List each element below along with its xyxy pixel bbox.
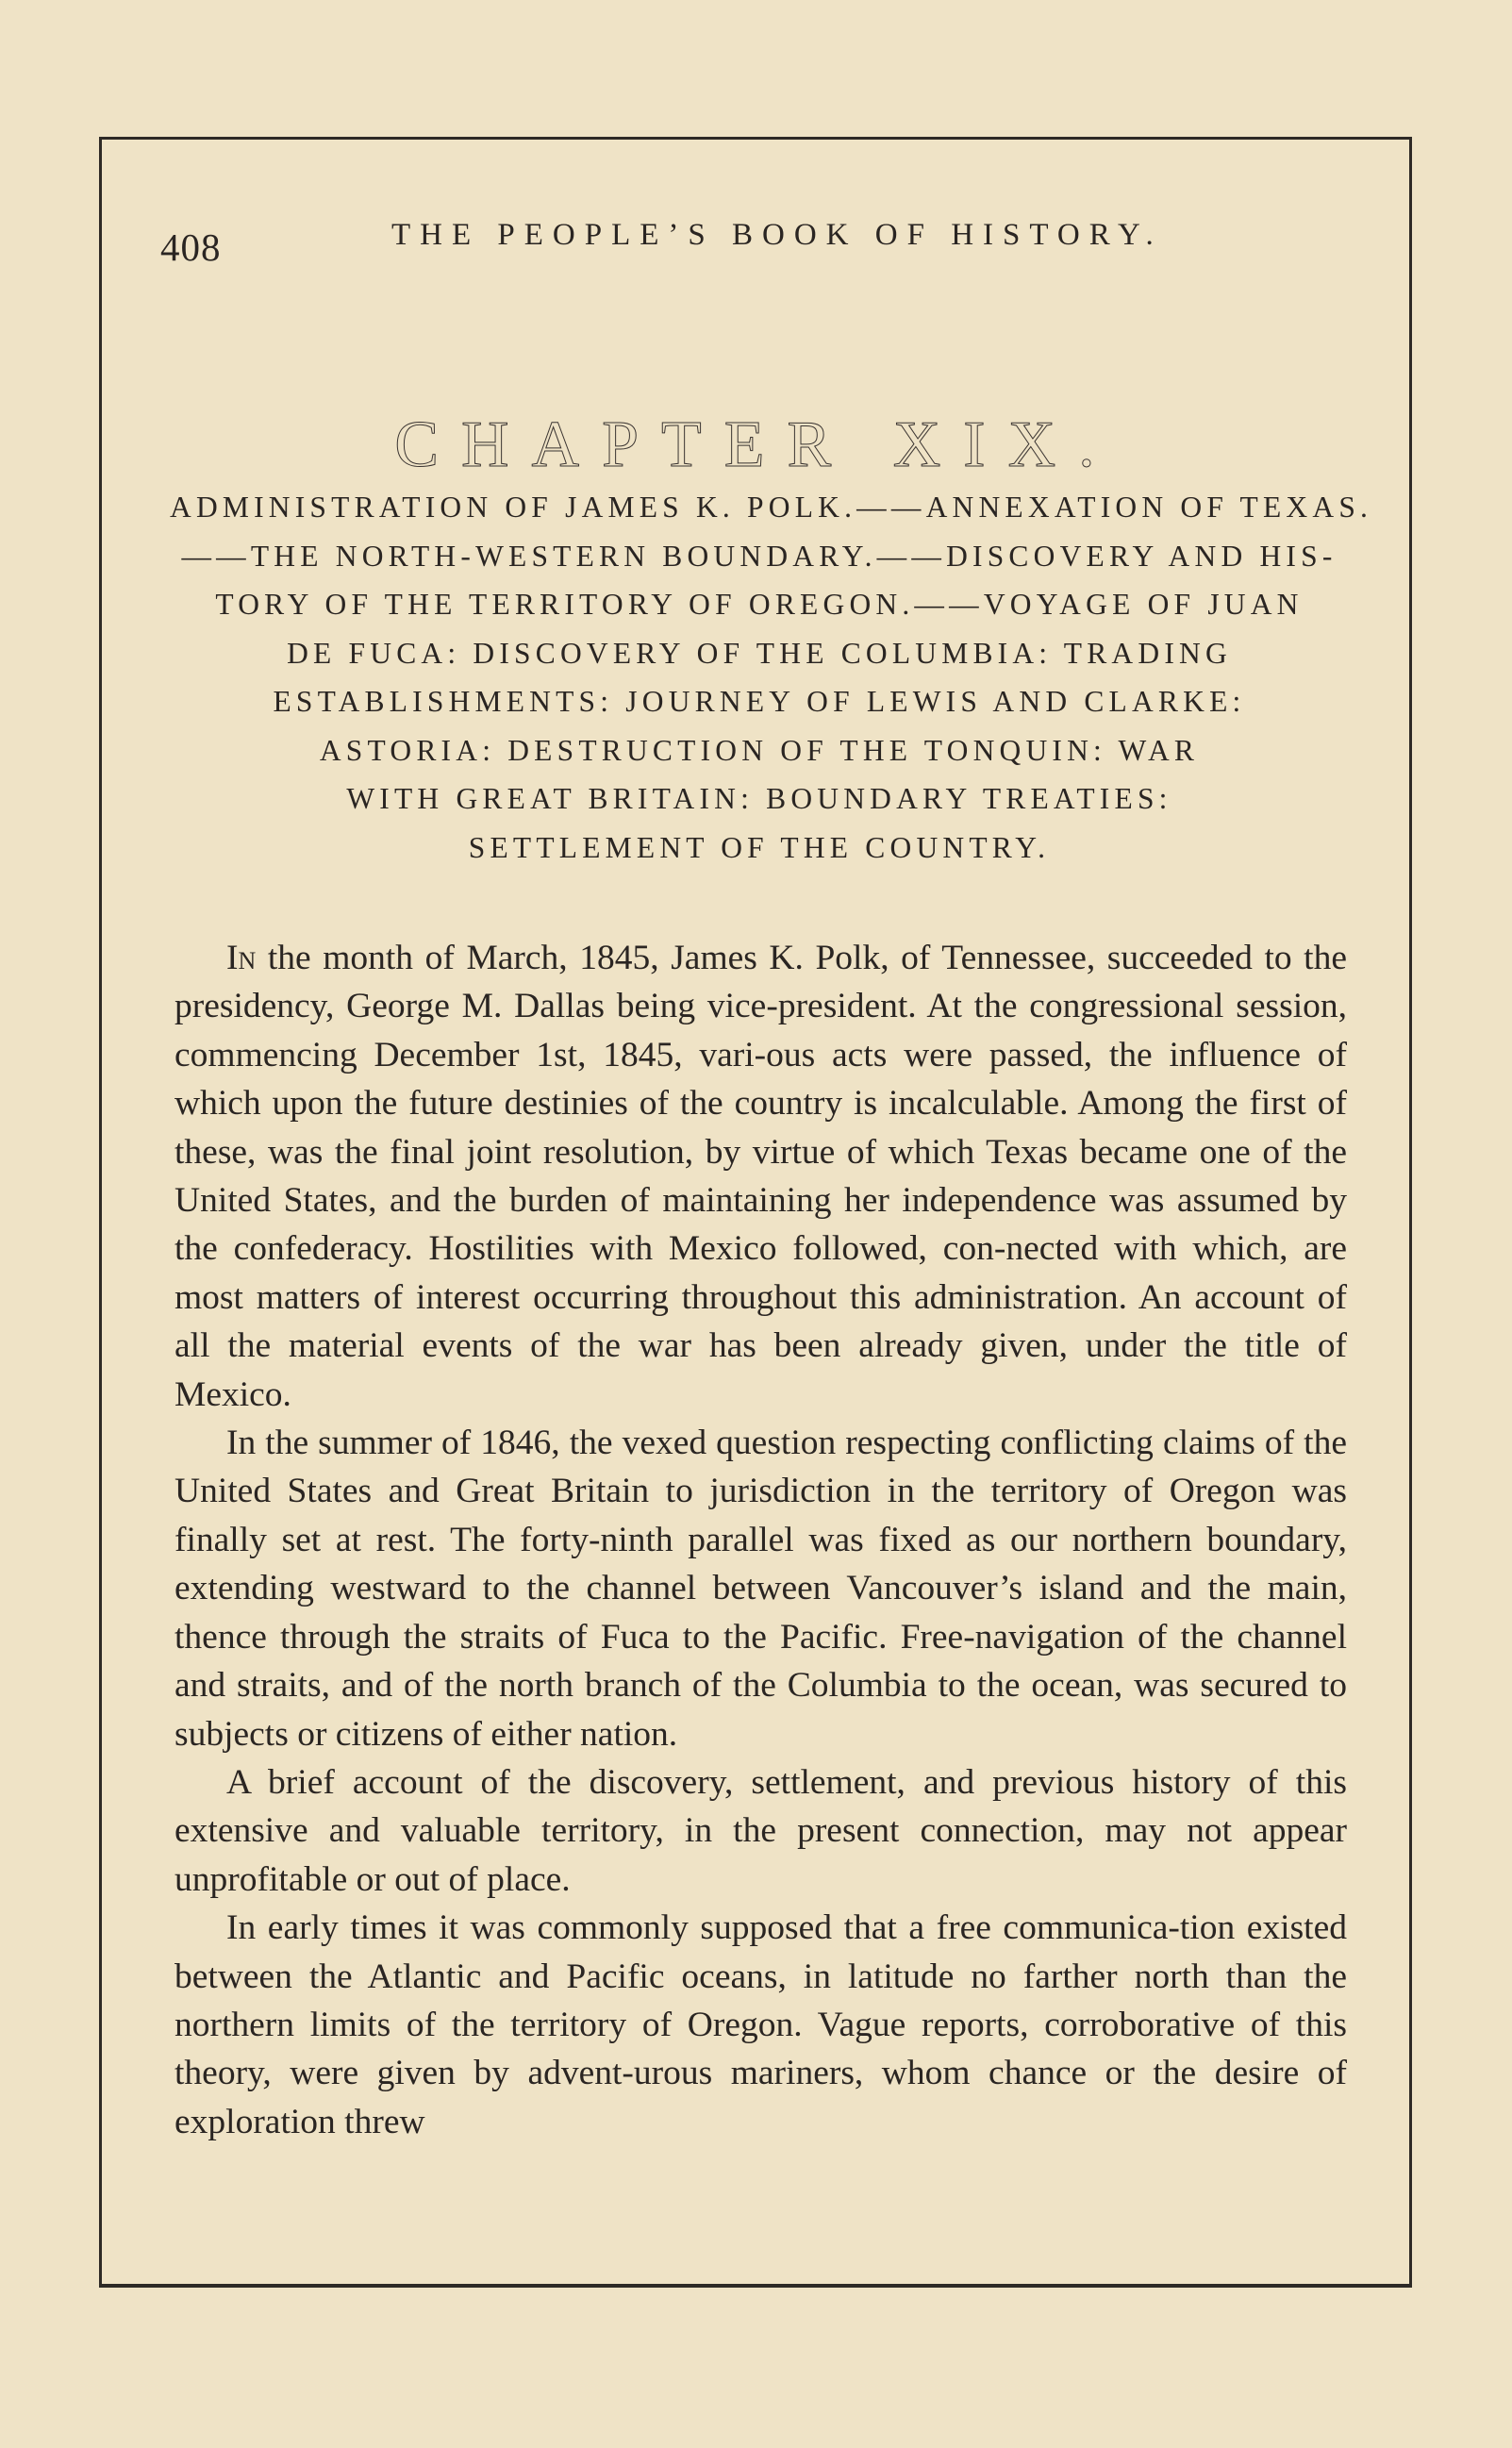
summary-line: ASTORIA: DESTRUCTION OF THE TONQUIN: WAR: [319, 733, 1200, 767]
summary-line: WITH GREAT BRITAIN: BOUNDARY TREATIES:: [346, 782, 1172, 815]
summary-line: ADMINISTRATION OF JAMES K. POLK.——ANNEXATION OF TEXAS.: [170, 491, 1373, 524]
paragraph: [174, 1419, 1347, 1758]
body-text: [174, 934, 1347, 2146]
paragraph-text: In the summer of 1846, the vexed question respecting conflicting claims of the United States and Great Britain to jurisdiction in the territory of Oregon was finally set at rest. The forty-ninth parallel was fixed as our northern boundary, extending westward to the channel between Vancouver’s island and the main, thence through the straits of Fuca to the Pacific. Free-navigation of the channel and straits, and of the north branch of the Columbia to the ocean, was secured to subjects or citizens of either nation.: [174, 1424, 1347, 1754]
running-head: THE PEOPLE’S BOOK OF HISTORY.: [391, 218, 1163, 252]
summary-line: SETTLEMENT OF THE COUNTRY.: [468, 830, 1051, 864]
paragraph-text: the month of March, 1845, James K. Polk, of Tennessee, succeeded to the presidency, George M. Dallas being vice-president. At the congressional session, commencing December 1st, 1845, vari-ous acts were passed, the influence of which upon the future destinies of the country is incalculable. Among the first of these, was the final joint resolution, by virtue of which Texas became one of the United States, and the burden of maintaining her independence was assumed by the confederacy. Hostilities with Mexico followed, con-nected with which, are most matters of interest occurring throughout this administration. An account of all the material events of the war has been already given, under the title of Mexico.: [174, 939, 1347, 1414]
summary-line: ESTABLISHMENTS: JOURNEY OF LEWIS AND CLARKE:: [273, 685, 1246, 718]
summary-line: TORY OF THE TERRITORY OF OREGON.——VOYAGE OF JUAN: [215, 588, 1304, 621]
summary-line: ——THE NORTH-WESTERN BOUNDARY.——DISCOVERY AND HIS-: [181, 539, 1338, 573]
paragraph: [174, 1758, 1347, 1904]
page-number: 408: [160, 225, 222, 269]
paragraph-text: A brief account of the discovery, settlement, and previous history of this extensive and valuable territory, in the present connection, may not appear unprofitable or out of place.: [174, 1762, 1347, 1899]
chapter-title: CHAPTER XIX.: [394, 408, 1118, 481]
paragraph-initial: In: [226, 939, 257, 977]
chapter-summary: [170, 483, 1373, 872]
paragraph: [174, 1904, 1347, 2146]
paragraph: [174, 934, 1347, 1419]
summary-line: DE FUCA: DISCOVERY OF THE COLUMBIA: TRADING: [287, 636, 1232, 670]
paragraph-text: In early times it was commonly supposed that a free communica-tion existed between the Atlantic and Pacific oceans, in latitude no farther north than the northern limits of the territory of Oregon. Vague reports, corroborative of this theory, were given by advent-urous mariners, whom chance or the desire of exploration threw: [174, 1908, 1347, 2141]
